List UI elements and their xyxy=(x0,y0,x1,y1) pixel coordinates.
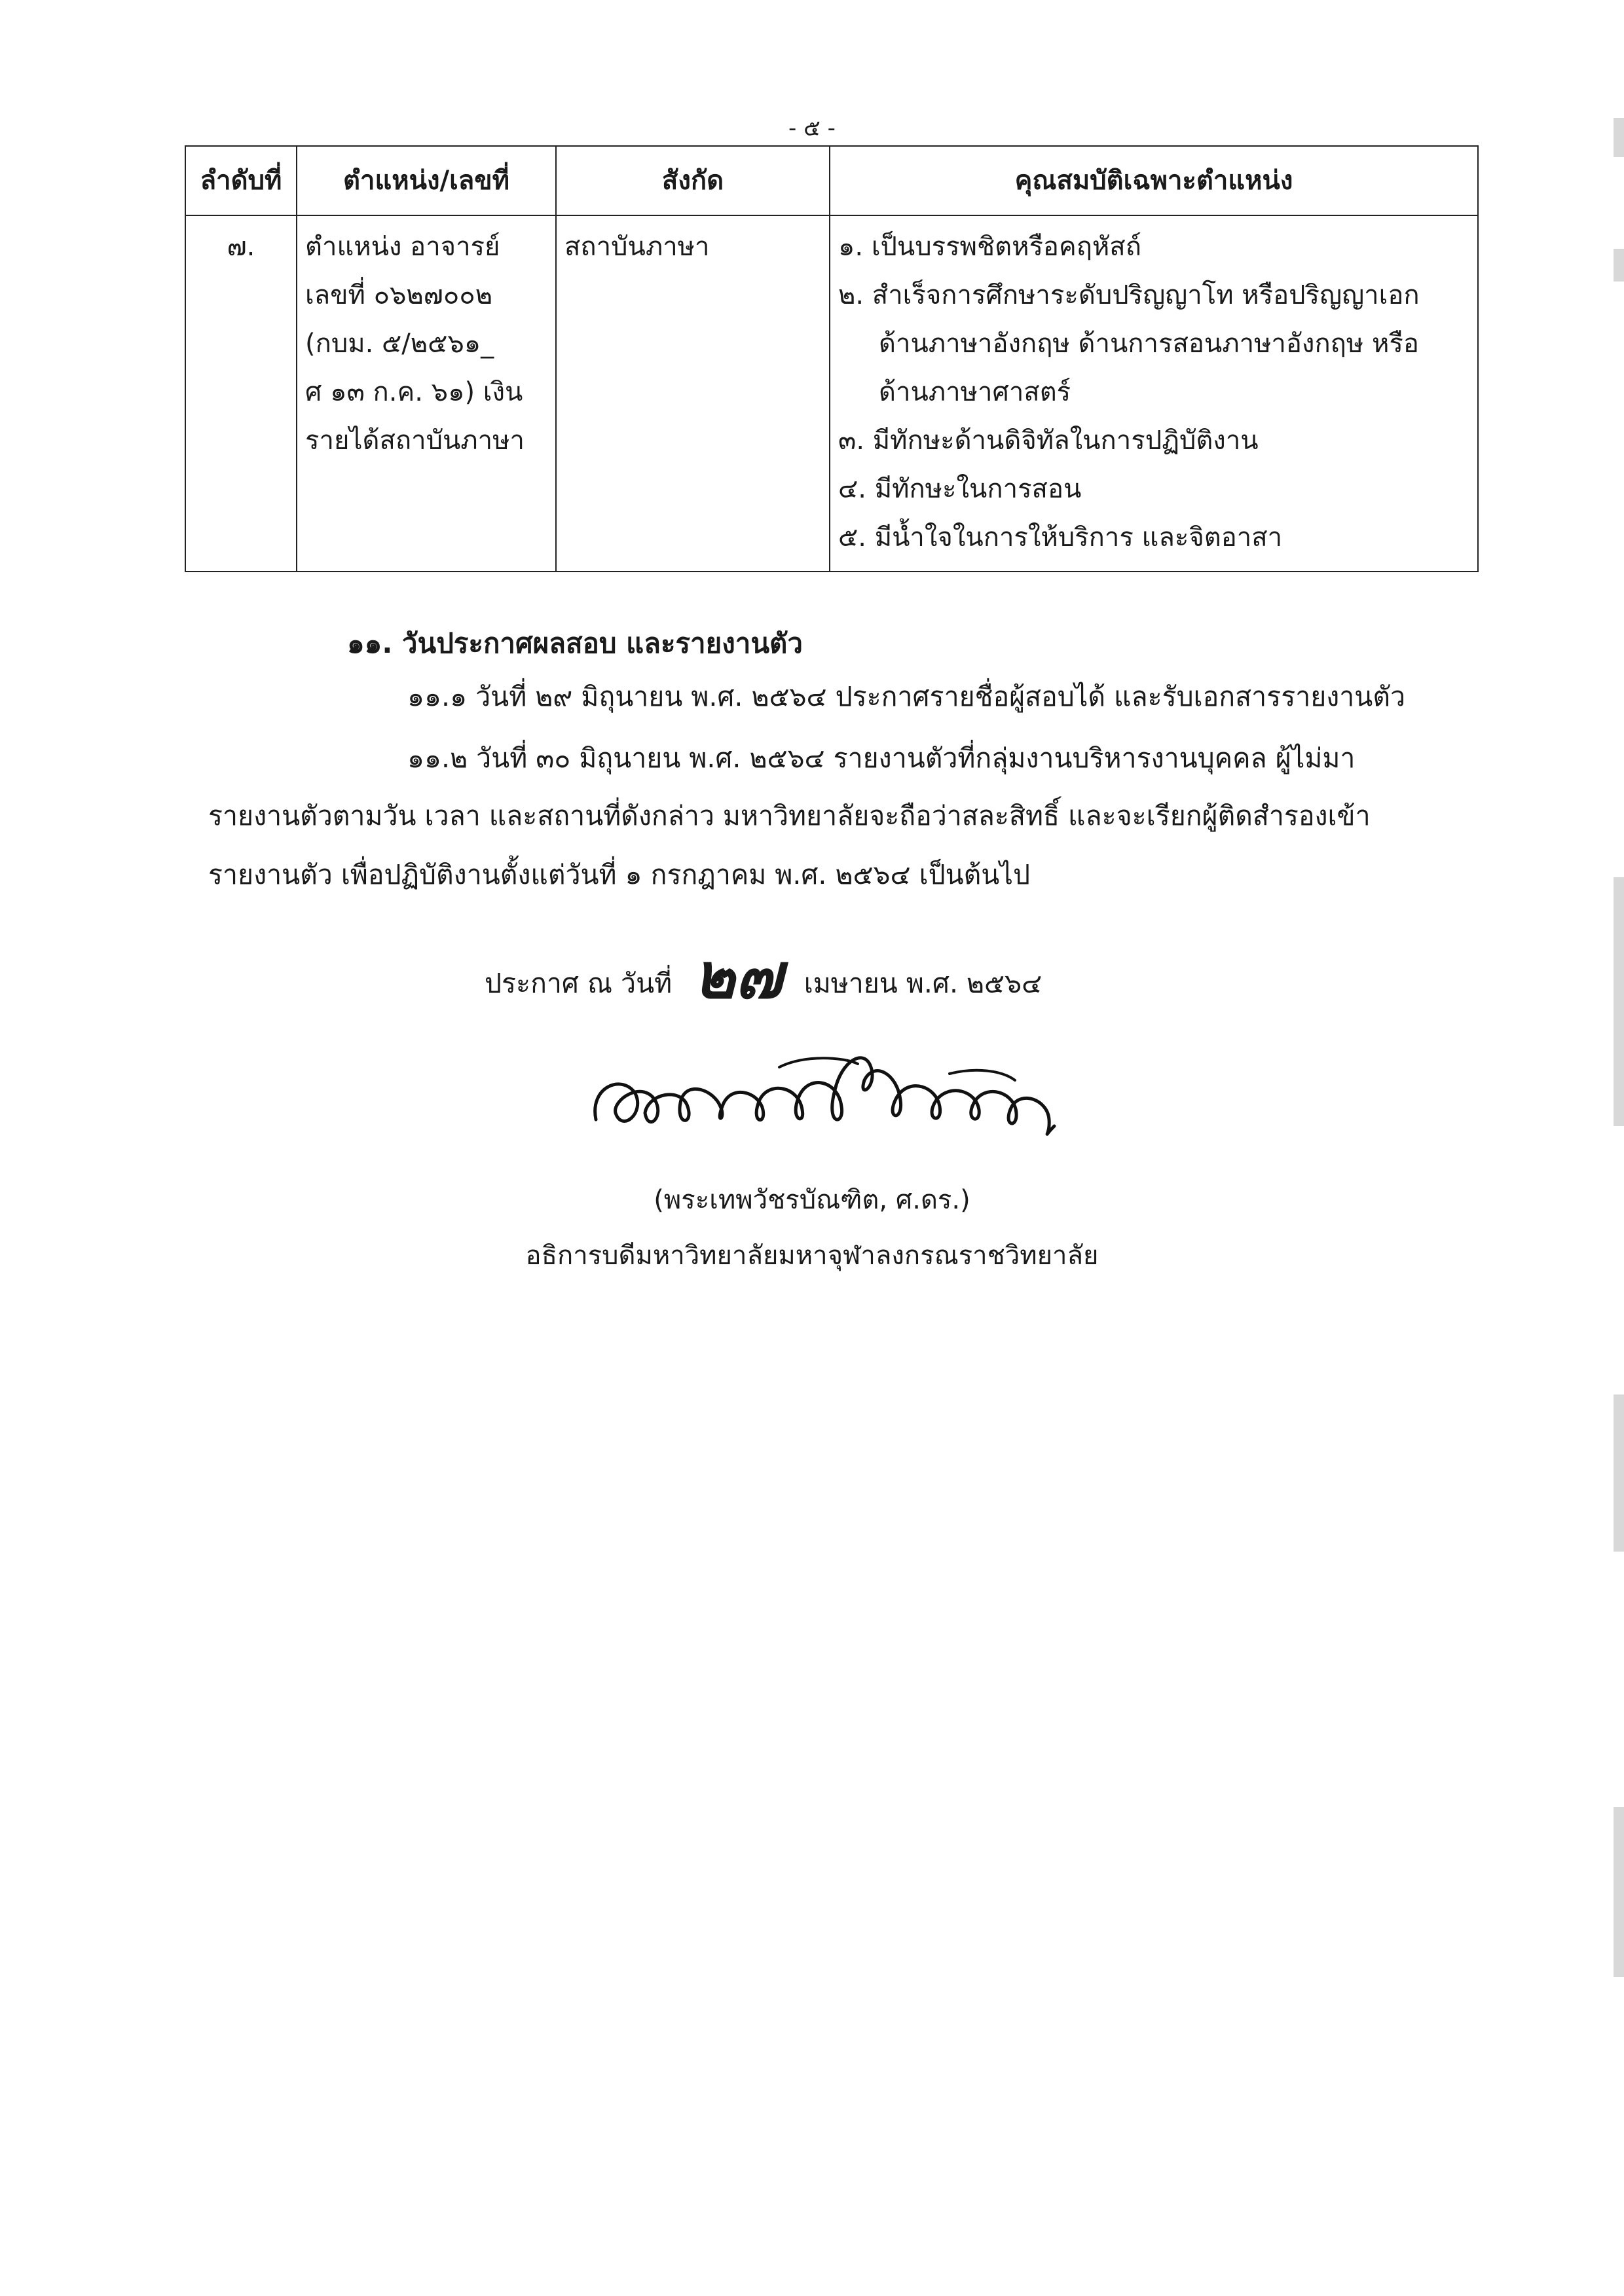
position-line: รายได้สถาบันภาษา xyxy=(305,426,525,456)
qualification-item: ๑. เป็นบรรพชิตหรือคฤหัสถ์ xyxy=(838,232,1141,262)
section-item-2-line-2: รายงานตัวตามวัน เวลา และสถานที่ดังกล่าว มหาวิทยาลัยจะถือว่าสละสิทธิ์ และจะเรียกผู้ติดสำรองเข้า xyxy=(208,800,1371,831)
signatory-name: (พระเทพวัชรบัณฑิต, ศ.ดร.) xyxy=(654,1185,970,1215)
cell-affiliation: สถาบันภาษา xyxy=(556,215,830,572)
position-line: (กบม. ๕/๒๕๖๑_ xyxy=(305,329,494,359)
position-line: ศ ๑๓ ก.ค. ๖๑) เงิน xyxy=(305,377,523,407)
table-row xyxy=(185,215,1478,572)
position-line: เลขที่ ๐๖๒๗๐๐๒ xyxy=(305,280,493,310)
scan-edge-mark xyxy=(1614,249,1624,282)
qualification-item: ๒. สำเร็จการศึกษาระดับปริญญาโท หรือปริญญาเอก ด้านภาษาอังกฤษ ด้านการสอนภาษาอังกฤษ หรือ ด้านภาษาศาสตร์ xyxy=(838,280,1420,407)
section-item-2-line-3: รายงานตัว เพื่อปฏิบัติงานตั้งแต่วันที่ ๑ กรกฎาคม พ.ศ. ๒๕๖๔ เป็นต้นไป xyxy=(208,859,1030,890)
qualification-item: ๓. มีทักษะด้านดิจิทัลในการปฏิบัติงาน xyxy=(838,426,1259,456)
signatory-title: อธิการบดีมหาวิทยาลัยมหาจุฬาลงกรณราชวิทยาลัย xyxy=(525,1241,1099,1271)
header-affiliation: สังกัด xyxy=(556,146,830,215)
signature-icon xyxy=(583,1028,1120,1159)
header-qualifications: คุณสมบัติเฉพาะตำแหน่ง xyxy=(830,146,1478,215)
qualification-table xyxy=(185,145,1479,572)
scan-edge-mark xyxy=(1614,877,1624,1126)
cell-position xyxy=(297,215,556,572)
section-item-1: ๑๑.๑ วันที่ ๒๙ มิถุนายน พ.ศ. ๒๕๖๔ ประกาศรายชื่อผู้สอบได้ และรับเอกสารรายงานตัว xyxy=(407,681,1405,712)
announcement-date xyxy=(485,939,1043,1013)
handwritten-day: ๒๗ xyxy=(693,939,783,1013)
cell-order: ๗. xyxy=(185,215,297,572)
header-position: ตำแหน่ง/เลขที่ xyxy=(297,146,556,215)
announcement-suffix: เมษายน พ.ศ. ๒๕๖๔ xyxy=(803,968,1043,999)
scan-edge-mark xyxy=(1614,1394,1624,1552)
qualification-item: ๔. มีทักษะในการสอน xyxy=(838,474,1082,504)
qualification-list xyxy=(838,223,1469,562)
section-title: ๑๑. วันประกาศผลสอบ และรายงานตัว xyxy=(347,627,803,659)
cell-qualifications xyxy=(830,215,1478,572)
header-order: ลำดับที่ xyxy=(185,146,297,215)
table-header-row xyxy=(185,146,1478,215)
position-line: ตำแหน่ง อาจารย์ xyxy=(305,232,500,262)
section-item-2-line-1: ๑๑.๒ วันที่ ๓๐ มิถุนายน พ.ศ. ๒๕๖๔ รายงานตัวที่กลุ่มงานบริหารงานบุคคล ผู้ไม่มา xyxy=(407,742,1356,774)
scan-edge-mark xyxy=(1614,118,1624,157)
scan-edge-mark xyxy=(1614,1807,1624,1977)
page-number: - ๕ - xyxy=(788,115,836,141)
announcement-prefix: ประกาศ ณ วันที่ xyxy=(485,968,673,999)
qualification-item: ๕. มีน้ำใจในการให้บริการ และจิตอาสา xyxy=(838,522,1283,553)
